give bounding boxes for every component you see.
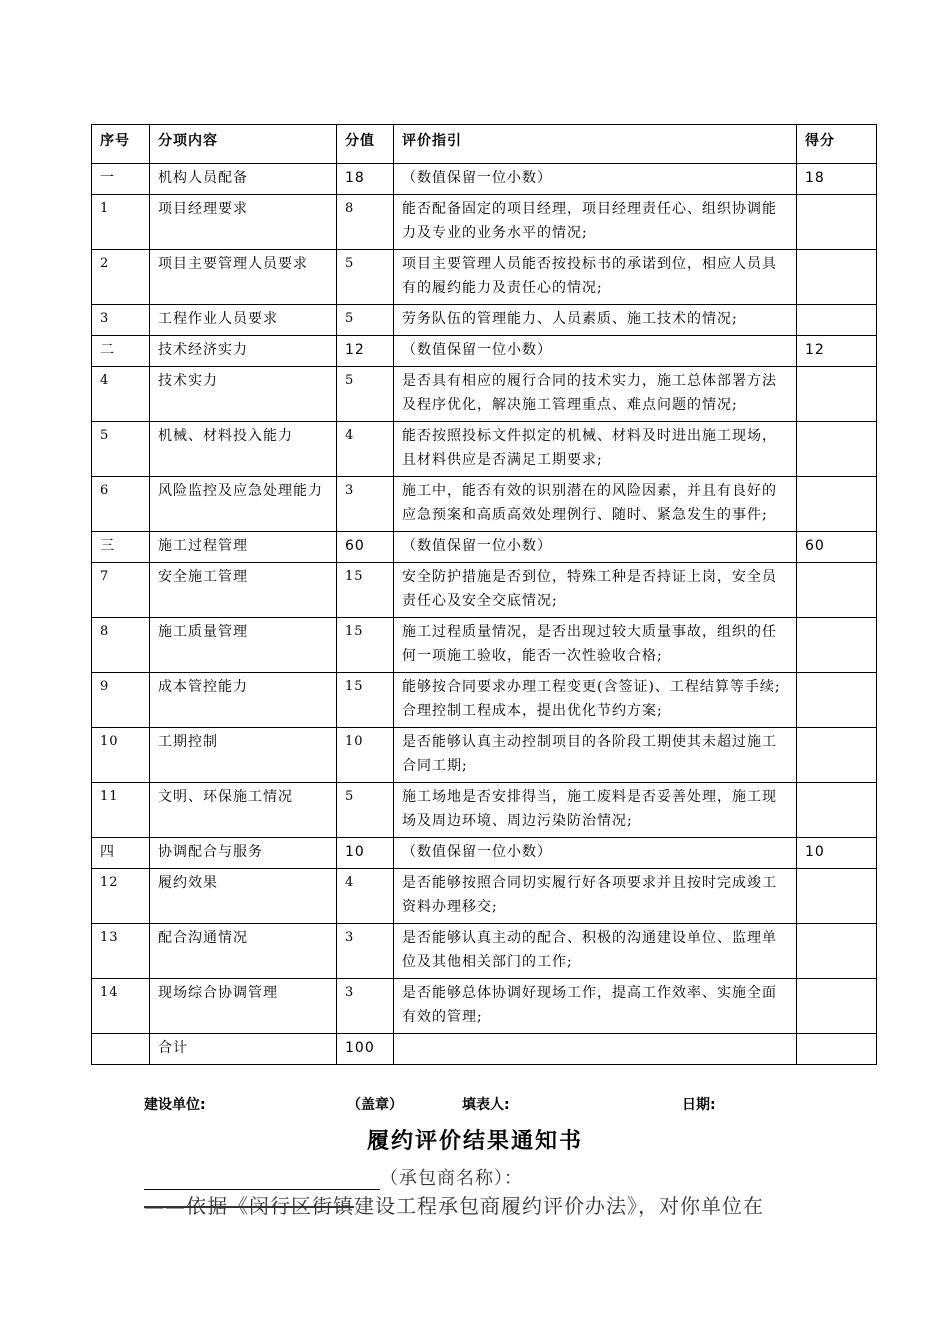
cell-item: 文明、环保施工情况 [150,783,337,838]
cell-no: 6 [92,477,150,532]
cell-item: 项目经理要求 [150,195,337,250]
cell-item: 技术实力 [150,367,337,422]
notice-title: 履约评价结果通知书 [366,1128,583,1154]
cell-guide [394,1034,797,1065]
cell-got [797,477,877,532]
cell-score: 5 [337,783,394,838]
cell-score: 60 [337,532,394,563]
recipient-line [144,1164,574,1190]
cell-item: 机械、材料投入能力 [150,422,337,477]
cell-score: 4 [337,869,394,924]
cell-got [797,924,877,979]
table-header-row [92,125,877,164]
section-row [92,838,877,869]
cell-score: 5 [337,367,394,422]
header-guide: 评价指引 [394,125,797,164]
form-filler-label: 填表人: [462,1097,510,1113]
cell-item: 成本管控能力 [150,673,337,728]
cell-got [797,673,877,728]
cell-got: 60 [797,532,877,563]
table-row [92,869,877,924]
table-row [92,422,877,477]
table-row [92,728,877,783]
section-row [92,164,877,195]
cell-score: 5 [337,250,394,305]
cell-guide: 施工过程质量情况，是否出现过较大质量事故，组织的任何一项施工验收，能否一次性验收合格; [394,618,797,673]
table-row [92,563,877,618]
cell-score: 3 [337,924,394,979]
cell-no: 13 [92,924,150,979]
construction-unit-label: 建设单位: [144,1097,206,1113]
cell-got [797,563,877,618]
cell-item: 机构人员配备 [150,164,337,195]
table-row [92,979,877,1034]
cell-guide: （数值保留一位小数） [394,532,797,563]
cell-no [92,1034,150,1065]
cell-score: 8 [337,195,394,250]
table-row [92,250,877,305]
cell-score: 12 [337,336,394,367]
cell-item: 风险监控及应急处理能力 [150,477,337,532]
date-label: 日期: [682,1097,716,1113]
cell-guide: 施工场地是否安排得当，施工废料是否妥善处理，施工现场及周边环境、周边污染防治情况; [394,783,797,838]
cell-no: 3 [92,305,150,336]
cell-got [797,783,877,838]
cell-item: 工程作业人员要求 [150,305,337,336]
table-row [92,618,877,673]
cell-no: 8 [92,618,150,673]
cell-guide: 能够按合同要求办理工程变更(含签证)、工程结算等手续;合理控制工程成本，提出优化节约方案; [394,673,797,728]
cell-guide: 能否按照投标文件拟定的机械、材料及时进出施工现场，且材料供应是否满足工期要求; [394,422,797,477]
cell-guide: 施工中，能否有效的识别潜在的风险因素，并且有良好的应急预案和高质高效处理例行、随时、紧急发生的事件; [394,477,797,532]
cell-item: 施工质量管理 [150,618,337,673]
cell-score: 15 [337,563,394,618]
section-row [92,1034,877,1065]
cell-score: 10 [337,728,394,783]
table-row [92,477,877,532]
cell-no: 4 [92,367,150,422]
cell-item: 协调配合与服务 [150,838,337,869]
cell-got [797,1034,877,1065]
cell-no: 1 [92,195,150,250]
cell-item: 项目主要管理人员要求 [150,250,337,305]
cell-no: 9 [92,673,150,728]
cell-got [797,367,877,422]
cell-item: 履约效果 [150,869,337,924]
cell-score: 5 [337,305,394,336]
cell-got: 18 [797,164,877,195]
header-no: 序号 [92,125,150,164]
cell-no: 11 [92,783,150,838]
notice-body [144,1190,844,1219]
recipient-label: （承包商名称）： [380,1168,523,1189]
cell-item: 现场综合协调管理 [150,979,337,1034]
cell-guide: 是否能够认真主动的配合、积极的沟通建设单位、监理单位及其他相关部门的工作; [394,924,797,979]
table-row [92,924,877,979]
cell-score: 18 [337,164,394,195]
cell-no: 一 [92,164,150,195]
section-row [92,336,877,367]
cell-got [797,728,877,783]
evaluation-table [91,124,877,1065]
cell-no: 12 [92,869,150,924]
cell-item: 工期控制 [150,728,337,783]
cell-no: 5 [92,422,150,477]
cell-got [797,869,877,924]
cell-no: 7 [92,563,150,618]
cell-got [797,305,877,336]
cell-got [797,979,877,1034]
cell-no: 10 [92,728,150,783]
cell-item: 技术经济实力 [150,336,337,367]
notice-body-struck: ——依据《闵行区街镇 [144,1194,354,1218]
cell-guide: 是否具有相应的履行合同的技术实力，施工总体部署方法及程序优化，解决施工管理重点、难点问题的情况; [394,367,797,422]
cell-item: 合计 [150,1034,337,1065]
cell-score: 100 [337,1034,394,1065]
cell-item: 配合沟通情况 [150,924,337,979]
header-got: 得分 [797,125,877,164]
notice-body-text: 建设工程承包商履约评价办法》，对你单位在 [354,1194,764,1218]
cell-guide: （数值保留一位小数） [394,164,797,195]
header-score: 分值 [337,125,394,164]
cell-guide: 是否能够认真主动控制项目的各阶段工期使其未超过施工合同工期; [394,728,797,783]
header-item: 分项内容 [150,125,337,164]
cell-guide: 劳务队伍的管理能力、人员素质、施工技术的情况; [394,305,797,336]
cell-no: 三 [92,532,150,563]
cell-score: 15 [337,673,394,728]
cell-score: 10 [337,838,394,869]
cell-guide: 是否能够总体协调好现场工作，提高工作效率、实施全面有效的管理; [394,979,797,1034]
cell-got [797,195,877,250]
cell-no: 二 [92,336,150,367]
table-row [92,195,877,250]
seal-label: （盖章） [347,1097,403,1113]
cell-got [797,618,877,673]
section-row [92,532,877,563]
cell-score: 3 [337,477,394,532]
cell-item: 施工过程管理 [150,532,337,563]
cell-no: 14 [92,979,150,1034]
table-row [92,783,877,838]
cell-guide: （数值保留一位小数） [394,838,797,869]
cell-no: 2 [92,250,150,305]
cell-score: 4 [337,422,394,477]
recipient-blank [144,1171,380,1190]
cell-score: 3 [337,979,394,1034]
cell-got: 10 [797,838,877,869]
cell-guide: 是否能够按照合同切实履行好各项要求并且按时完成竣工资料办理移交; [394,869,797,924]
table-row [92,305,877,336]
cell-guide: 安全防护措施是否到位，特殊工种是否持证上岗，安全员责任心及安全交底情况; [394,563,797,618]
cell-item: 安全施工管理 [150,563,337,618]
cell-got: 12 [797,336,877,367]
cell-guide: 项目主要管理人员能否按投标书的承诺到位，相应人员具有的履约能力及责任心的情况; [394,250,797,305]
table-row [92,673,877,728]
table-row [92,367,877,422]
cell-score: 15 [337,618,394,673]
cell-got [797,250,877,305]
cell-no: 四 [92,838,150,869]
cell-guide: 能否配备固定的项目经理，项目经理责任心、组织协调能力及专业的业务水平的情况; [394,195,797,250]
cell-guide: （数值保留一位小数） [394,336,797,367]
cell-got [797,422,877,477]
